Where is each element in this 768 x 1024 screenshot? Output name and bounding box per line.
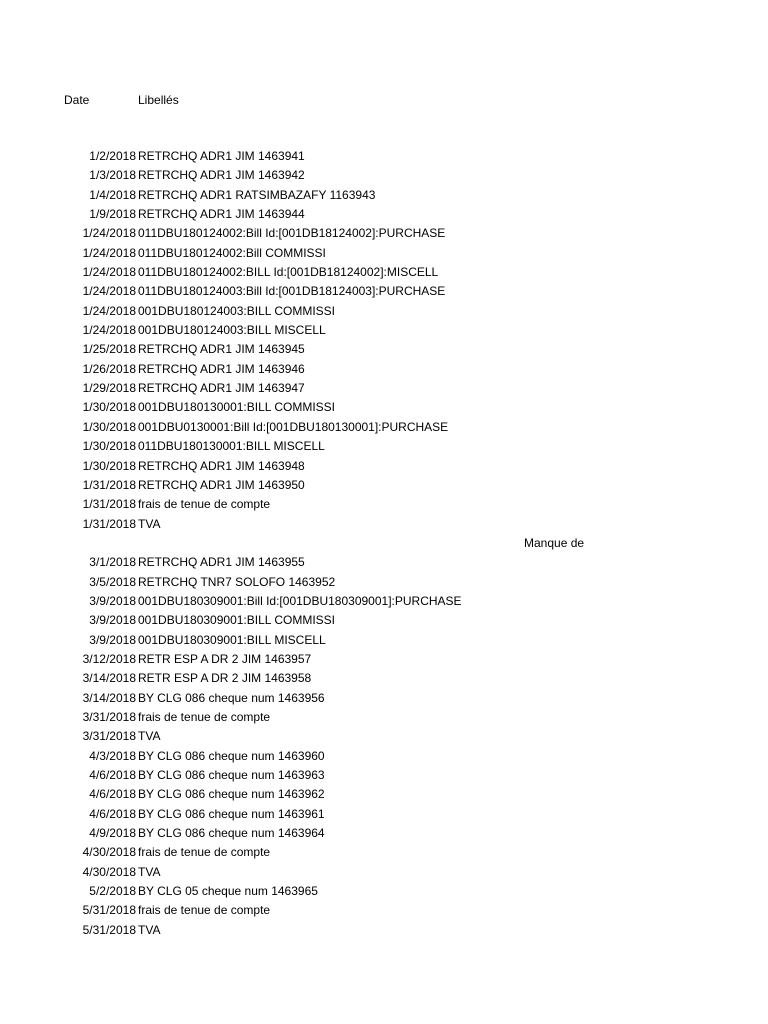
transaction-row: [0, 592, 768, 611]
transaction-row: [0, 534, 768, 553]
transaction-row: [0, 186, 768, 205]
transaction-row: [0, 340, 768, 359]
transaction-row: [0, 360, 768, 379]
transaction-date: 1/9/2018: [89, 207, 136, 222]
transaction-label: BY CLG 05 cheque num 1463965: [138, 884, 318, 899]
transaction-label: 001DBU180130001:BILL COMMISSI: [138, 400, 335, 415]
transaction-label: BY CLG 086 cheque num 1463956: [138, 690, 325, 705]
transaction-date: 1/30/2018: [82, 419, 136, 434]
transaction-row: [0, 515, 768, 534]
transaction-date: 1/24/2018: [82, 245, 136, 260]
transaction-label: RETRCHQ ADR1 JIM 1463941: [138, 149, 305, 163]
transaction-date: 3/14/2018: [82, 671, 136, 686]
transaction-label: TVA: [138, 516, 161, 531]
transaction-date: 5/31/2018: [82, 903, 136, 918]
transaction-label: RETRCHQ ADR1 JIM 1463948: [138, 458, 305, 473]
transaction-date: 1/24/2018: [82, 284, 136, 299]
transaction-label: TVA: [138, 922, 161, 937]
transaction-date: 3/31/2018: [82, 709, 136, 724]
transaction-date: 1/30/2018: [82, 458, 136, 473]
transaction-label: RETRCHQ ADR1 RATSIMBAZAFY 1163943: [138, 187, 376, 202]
transaction-row: [0, 437, 768, 456]
transaction-date: 1/3/2018: [89, 168, 136, 183]
transaction-row: [0, 766, 768, 785]
transaction-label: RETR ESP A DR 2 JIM 1463957: [138, 651, 312, 666]
transaction-label: RETRCHQ ADR1 JIM 1463945: [138, 342, 305, 357]
transaction-label: 001DBU180309001:BILL MISCELL: [138, 632, 326, 647]
transaction-date: 4/9/2018: [89, 826, 136, 841]
date-column-header: Date: [64, 93, 90, 107]
transaction-label: 011DBU180130001:BILL MISCELL: [138, 439, 325, 454]
transaction-date: 3/31/2018: [82, 729, 136, 744]
transaction-row: [0, 205, 768, 224]
transaction-label: 011DBU180124002:BILL Id:[001DB18124002]:MISCELL: [138, 265, 439, 280]
transaction-row: [0, 166, 768, 185]
transaction-date: 3/5/2018: [89, 574, 136, 589]
transaction-row: [0, 863, 768, 882]
transaction-label: frais de tenue de compte: [138, 903, 271, 918]
transaction-date: 1/25/2018: [82, 342, 136, 357]
transaction-row: [0, 843, 768, 862]
transaction-row: [0, 553, 768, 572]
transaction-label: 011DBU180124003:Bill Id:[001DB18124003]:PURCHASE: [138, 284, 446, 299]
transaction-date: 1/24/2018: [82, 265, 136, 280]
transaction-row: [0, 921, 768, 940]
transaction-row: [0, 398, 768, 417]
transaction-row: [0, 263, 768, 282]
transaction-label: frais de tenue de compte: [138, 845, 271, 860]
transaction-list: [0, 147, 768, 940]
transaction-row: [0, 727, 768, 746]
transaction-date: 1/31/2018: [82, 497, 136, 512]
libelles-column-header: Libellés: [138, 93, 179, 107]
transaction-row: [0, 650, 768, 669]
transaction-label: frais de tenue de compte: [138, 709, 271, 724]
transaction-row: [0, 418, 768, 437]
transaction-date: 3/14/2018: [82, 690, 136, 705]
transaction-label: 001DBU0130001:Bill Id:[001DBU180130001]:PURCHASE: [138, 419, 449, 434]
transaction-label: 001DBU180124003:BILL MISCELL: [138, 323, 326, 338]
transaction-row: [0, 244, 768, 263]
transaction-label: TVA: [138, 864, 161, 879]
transaction-row: [0, 495, 768, 514]
note-cell: Manque de: [524, 535, 584, 550]
transaction-label: RETRCHQ TNR7 SOLOFO 1463952: [138, 574, 336, 589]
transaction-date: 4/6/2018: [89, 768, 136, 782]
transaction-row: [0, 901, 768, 920]
transaction-row: [0, 785, 768, 804]
transaction-date: 1/26/2018: [82, 361, 136, 376]
transaction-label: 001DBU180309001:Bill Id:[001DBU180309001]:PURCHASE: [138, 593, 462, 608]
transaction-row: [0, 476, 768, 495]
transaction-date: 4/3/2018: [89, 748, 136, 763]
transaction-row: [0, 224, 768, 243]
transaction-label: RETRCHQ ADR1 JIM 1463946: [138, 361, 305, 376]
transaction-label: RETRCHQ ADR1 JIM 1463955: [138, 555, 305, 570]
transaction-date: 3/12/2018: [82, 651, 136, 666]
transaction-row: [0, 747, 768, 766]
transaction-row: [0, 611, 768, 630]
transaction-row: [0, 631, 768, 650]
transaction-label: BY CLG 086 cheque num 1463962: [138, 787, 325, 802]
transaction-date: 3/9/2018: [89, 632, 136, 647]
transaction-label: BY CLG 086 cheque num 1463961: [138, 806, 325, 821]
transaction-date: 4/30/2018: [82, 864, 136, 879]
transaction-label: 011DBU180124002:Bill COMMISSI: [138, 245, 326, 260]
transaction-date: 1/24/2018: [82, 303, 136, 318]
transaction-row: [0, 282, 768, 301]
transaction-date: 3/1/2018: [89, 555, 136, 570]
transaction-label: BY CLG 086 cheque num 1463964: [138, 826, 325, 841]
transaction-row: [0, 669, 768, 688]
transaction-row: [0, 689, 768, 708]
transaction-row: [0, 321, 768, 340]
transaction-date: 5/31/2018: [82, 922, 136, 937]
transaction-label: 011DBU180124002:Bill Id:[001DB18124002]:PURCHASE: [138, 226, 446, 241]
transaction-row: [0, 573, 768, 592]
transaction-date: 1/30/2018: [82, 400, 136, 415]
transaction-date: 4/30/2018: [82, 845, 136, 860]
transaction-row: [0, 147, 768, 166]
transaction-label: BY CLG 086 cheque num 1463963: [138, 768, 325, 782]
transaction-date: 1/24/2018: [82, 226, 136, 241]
transaction-date: 1/24/2018: [82, 323, 136, 338]
transaction-row: [0, 824, 768, 843]
transaction-date: 1/30/2018: [82, 439, 136, 454]
transaction-label: RETRCHQ ADR1 JIM 1463947: [138, 381, 305, 396]
transaction-date: 4/6/2018: [89, 787, 136, 802]
transaction-label: RETRCHQ ADR1 JIM 1463944: [138, 207, 305, 222]
transaction-date: 1/29/2018: [82, 381, 136, 396]
transaction-date: 3/9/2018: [89, 613, 136, 628]
transaction-date: 1/4/2018: [89, 187, 136, 202]
transaction-label: 001DBU180309001:BILL COMMISSI: [138, 613, 335, 628]
transaction-date: 1/31/2018: [82, 477, 136, 492]
transaction-row: [0, 302, 768, 321]
transaction-label: RETRCHQ ADR1 JIM 1463942: [138, 168, 305, 183]
transaction-label: BY CLG 086 cheque num 1463960: [138, 748, 325, 763]
transaction-label: frais de tenue de compte: [138, 497, 271, 512]
transaction-row: [0, 805, 768, 824]
transaction-label: RETR ESP A DR 2 JIM 1463958: [138, 671, 312, 686]
transaction-row: [0, 457, 768, 476]
transaction-row: [0, 882, 768, 901]
transaction-date: 1/2/2018: [89, 149, 136, 163]
transaction-label: RETRCHQ ADR1 JIM 1463950: [138, 477, 305, 492]
transaction-row: [0, 379, 768, 398]
transaction-date: 5/2/2018: [89, 884, 136, 899]
transaction-label: TVA: [138, 729, 161, 744]
transaction-date: 3/9/2018: [89, 593, 136, 608]
transaction-label: 001DBU180124003:BILL COMMISSI: [138, 303, 335, 318]
transaction-date: 1/31/2018: [82, 516, 136, 531]
transaction-row: [0, 708, 768, 727]
transaction-date: 4/6/2018: [89, 806, 136, 821]
